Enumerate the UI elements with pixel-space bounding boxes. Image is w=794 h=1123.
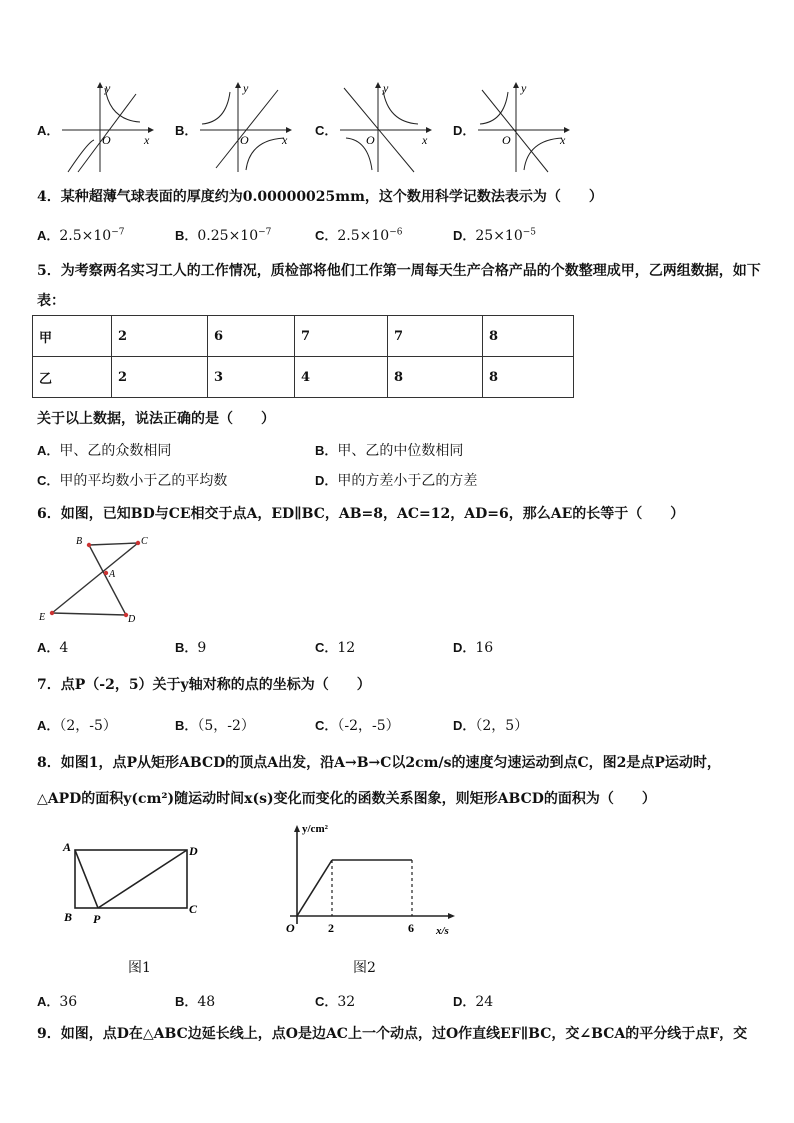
q6-option-c: C．12: [315, 640, 356, 656]
q8-fig1-point-d: D: [189, 844, 198, 858]
table-row: [33, 316, 574, 357]
table-cell: 3: [208, 357, 295, 398]
q3-options: [0, 80, 794, 175]
q6-stem: 6．如图，已知BD与CE相交于点A，ED∥BC，AB=8，AC=12，AD=6，那么AE的长等于（ ）: [37, 506, 685, 522]
q3-graph-c-x: x: [422, 133, 428, 147]
q8-fig2-tick-6: 6: [408, 921, 414, 935]
q9-stem: 9．如图，点D在△ABC边延长线上，点O是边AC上一个动点，过O作直线EF∥BC，交∠BCA的平分线于点F，交: [37, 1026, 748, 1042]
table-cell: 2: [112, 316, 208, 357]
q8-fig2-tick-2: 2: [328, 921, 334, 935]
q6-point-c: C: [141, 536, 148, 547]
q3-graph-a: [60, 80, 160, 175]
q5-stem-line2: 表：: [37, 293, 65, 309]
q6-option-d: D．16: [453, 640, 494, 656]
q3-graph-c: [338, 80, 438, 175]
q5-data-table: [32, 315, 574, 398]
q5-option-a: A．甲、乙的众数相同: [37, 443, 172, 459]
q6-point-a: A: [109, 569, 116, 580]
q6-point-b: B: [76, 536, 83, 547]
q3-graph-d: [476, 80, 576, 175]
table-cell: 4: [295, 357, 388, 398]
q8-stem-line2: △APD的面积y(cm²)随运动时间x(s)变化而变化的函数关系图象，则矩形ABCD的面积为（ ）: [37, 791, 656, 807]
q8-fig2-x-label: x/s: [436, 925, 449, 937]
q4-option-c: C．$2.5\times 10^{-6}$: [315, 227, 403, 244]
table-cell: 甲: [33, 316, 112, 357]
q8-fig1-point-b: B: [64, 910, 73, 924]
q4-option-d: D．$25\times 10^{-5}$: [453, 227, 537, 244]
table-cell: 6: [208, 316, 295, 357]
q8-option-c: C．32: [315, 994, 356, 1010]
q3-option-c-label: C．: [315, 123, 338, 138]
q3-graph-d-y: y: [521, 81, 527, 95]
table-cell: 8: [483, 316, 574, 357]
table-cell: 2: [112, 357, 208, 398]
q8-figure-2: [270, 820, 470, 940]
q8-option-d: D．24: [453, 994, 494, 1010]
q8-fig1-point-c: C: [189, 902, 198, 916]
table-cell: 8: [483, 357, 574, 398]
q5-option-b: B．甲、乙的中位数相同: [315, 443, 464, 459]
q6-option-b: B．9: [175, 640, 207, 656]
q5-stem-line1: 5．为考察两名实习工人的工作情况，质检部将他们工作第一周每天生产合格产品的个数整理成甲，乙两组数据，如下: [37, 263, 761, 279]
q8-fig2-origin: O: [286, 921, 295, 935]
q3-graph-b-x: x: [282, 133, 288, 147]
q3-graph-b-y: y: [243, 81, 249, 95]
q3-option-a-label: A．: [37, 123, 60, 138]
q3-graph-a-x: x: [144, 133, 150, 147]
table-cell: 乙: [33, 357, 112, 398]
q3-option-b-label: B．: [175, 123, 198, 138]
q8-option-b: B．48: [175, 994, 216, 1010]
q5-question: 关于以上数据，说法正确的是（ ）: [37, 411, 275, 427]
q6-point-e: E: [39, 612, 46, 623]
q4-option-a: A．$2.5\times 10^{-7}$: [37, 227, 125, 244]
q3-graph-c-y: y: [383, 81, 389, 95]
q3-graph-a-y: y: [105, 81, 111, 95]
q8-stem-line1: 8．如图1，点P从矩形ABCD的顶点A出发，沿A→B→C以2cm/s的速度匀速运动到点C，图2是点P运动时，: [37, 755, 721, 771]
q6-point-d: D: [128, 614, 136, 625]
q4-option-b: B．$0.25\times 10^{-7}$: [175, 227, 272, 244]
table-cell: 7: [388, 316, 483, 357]
q5-option-d: D．甲的方差小于乙的方差: [315, 473, 478, 489]
q4-stem: 4．某种超薄气球表面的厚度约为0.00000025mm，这个数用科学记数法表示为（ ）: [37, 189, 603, 205]
q3-graph-a-o: O: [102, 133, 111, 147]
q8-fig1-point-p: P: [93, 912, 101, 925]
q8-fig1-point-a: A: [63, 840, 72, 854]
q3-graph-b-o: O: [240, 133, 249, 147]
q3-graph-b: [198, 80, 298, 175]
q6-option-a: A．4: [37, 640, 69, 656]
table-cell: 8: [388, 357, 483, 398]
q8-figure-1: [60, 835, 210, 925]
q7-stem: 7．点P（-2，5）关于y轴对称的点的坐标为（ ）: [37, 677, 371, 693]
q8-figure-2-caption: 图2: [353, 960, 376, 976]
q7-option-a: A．（2，-5）: [37, 718, 117, 734]
q3-option-d-label: D．: [453, 123, 476, 138]
q3-graph-d-o: O: [502, 133, 511, 147]
q7-option-b: B．（5，-2）: [175, 718, 255, 734]
q7-option-c: C．（-2，-5）: [315, 718, 400, 734]
q7-option-d: D．（2，5）: [453, 718, 529, 734]
table-cell: 7: [295, 316, 388, 357]
q6-figure: [34, 530, 164, 625]
q8-fig2-y-label: y/cm²: [302, 823, 328, 835]
q3-graph-d-x: x: [560, 133, 566, 147]
q8-figure-1-caption: 图1: [128, 960, 151, 976]
q8-option-a: A．36: [37, 994, 78, 1010]
table-row: [33, 357, 574, 398]
q5-option-c: C．甲的平均数小于乙的平均数: [37, 473, 228, 489]
q3-graph-c-o: O: [366, 133, 375, 147]
